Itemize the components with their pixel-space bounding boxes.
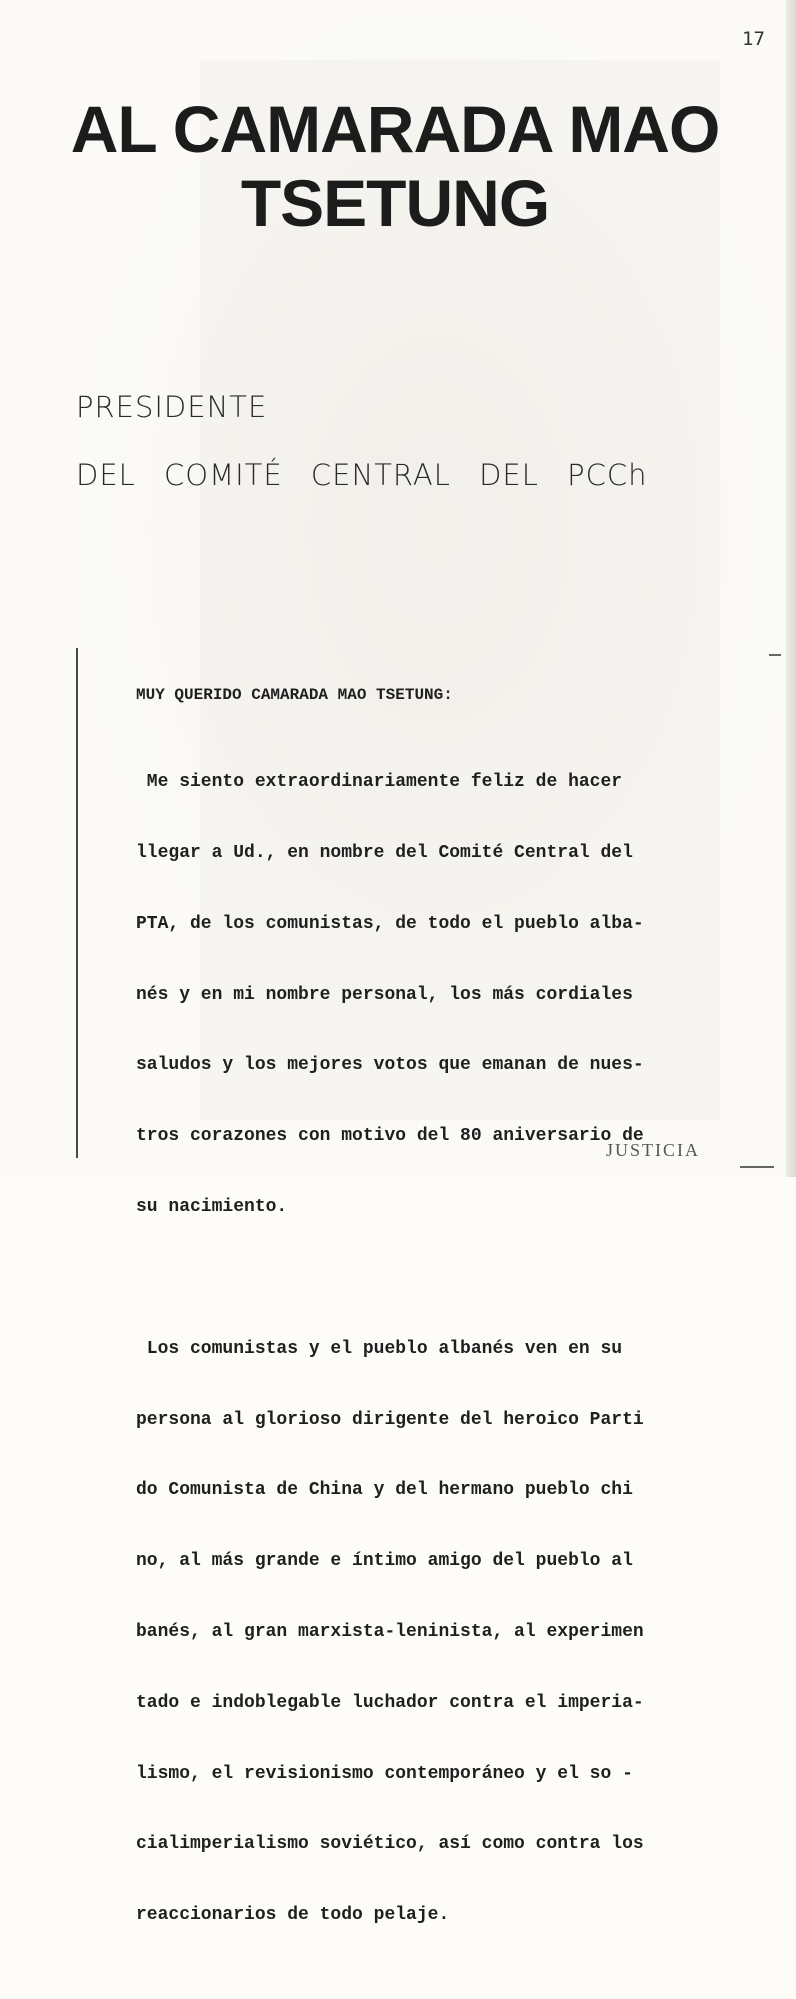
letter-paragraph-1 xyxy=(136,724,736,1267)
paragraph-line: cialimperialismo soviético, así como contra los xyxy=(136,1834,644,1855)
paragraph-line: su nacimiento. xyxy=(136,1196,288,1217)
page-edge xyxy=(786,0,796,1177)
stamp-mark xyxy=(740,1146,774,1168)
paragraph-line: banés, al gran marxista-leninista, al experimen xyxy=(136,1621,644,1642)
paragraph-line: Me siento extraordinariamente feliz de hacer xyxy=(136,772,623,793)
paragraph-line: do Comunista de China y del hermano pueblo chi xyxy=(136,1480,633,1501)
margin-rule xyxy=(76,648,78,1158)
paragraph-line: no, al más grande e íntimo amigo del pueblo al xyxy=(136,1551,633,1572)
paragraph-line: PTA, de los comunistas, de todo el pueblo alba- xyxy=(136,913,644,934)
page-number: 17 xyxy=(742,28,765,50)
letter-salutation: MUY QUERIDO CAMARADA MAO TSETUNG: xyxy=(136,686,453,704)
paragraph-line: lismo, el revisionismo contemporáneo y el so - xyxy=(136,1763,633,1784)
page-title xyxy=(50,92,740,240)
paragraph-line: tado e indoblegable luchador contra el imperia- xyxy=(136,1692,644,1713)
paragraph-line: reaccionarios de todo pelaje. xyxy=(136,1905,450,1926)
subtitle-line-1: PRESIDENTE xyxy=(76,390,268,424)
paragraph-line: persona al glorioso dirigente del heroico Parti xyxy=(136,1409,644,1430)
letter-body xyxy=(136,686,736,1999)
title-line-2: TSETUNG xyxy=(240,166,550,240)
justicia-stamp: JUSTICIA xyxy=(606,1140,701,1160)
edge-tick-mark xyxy=(769,654,781,656)
subtitle-line-2: DEL COMITÉ CENTRAL DEL PCCh xyxy=(76,458,648,492)
paragraph-line: tros corazones con motivo del 80 aniversario de xyxy=(136,1126,644,1147)
paragraph-line: Los comunistas y el pueblo albanés ven en su xyxy=(136,1338,623,1359)
letter-paragraph-2 xyxy=(136,1291,736,1975)
paragraph-line: llegar a Ud., en nombre del Comité Central del xyxy=(136,842,633,863)
paragraph-line: saludos y los mejores votos que emanan de nues- xyxy=(136,1055,644,1076)
title-line-1: AL CAMARADA MAO xyxy=(70,92,720,166)
paragraph-line: nés y en mi nombre personal, los más cordiales xyxy=(136,984,633,1005)
